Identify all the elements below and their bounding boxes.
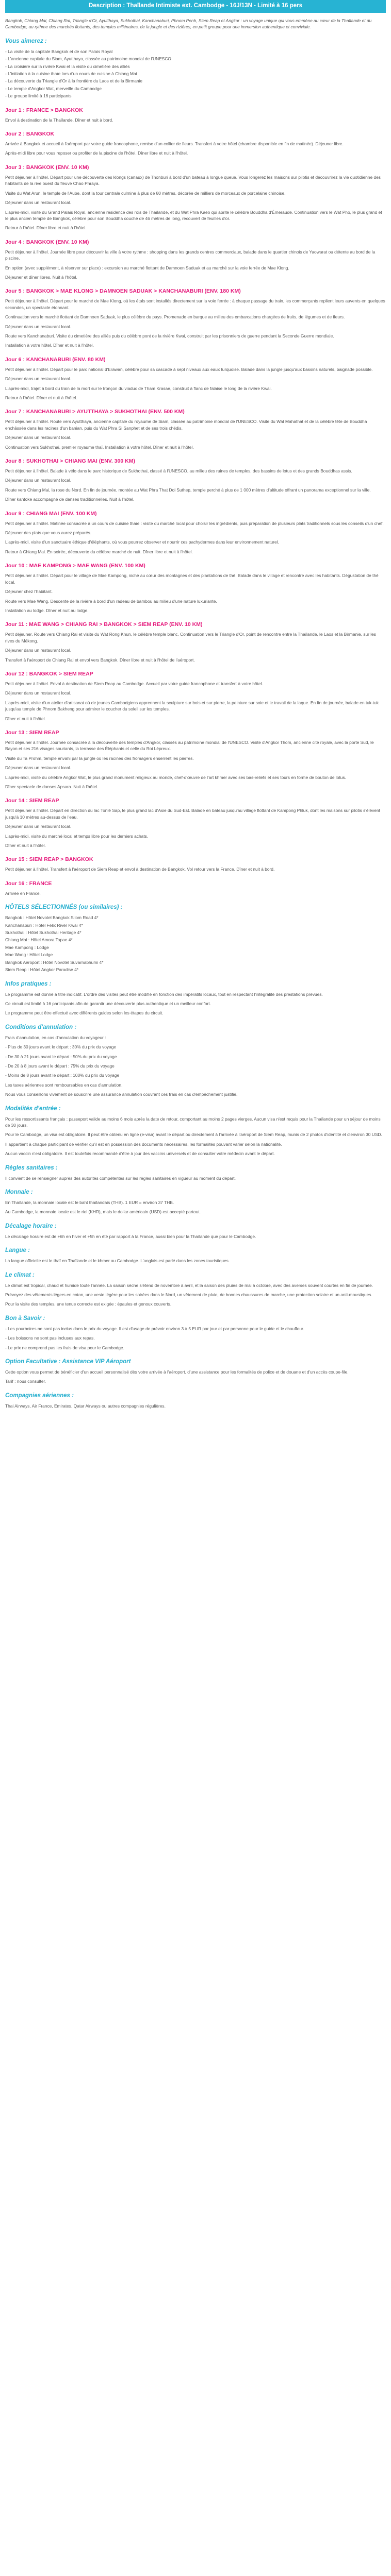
info-paragraph: La langue officielle est le thaï en Thaïlande et le khmer au Cambodge. L'anglais est parlé dans les zones touristiques.: [5, 1258, 230, 1264]
day-paragraph: Petit déjeuner à l'hôtel. Envol à destination de Siem Reap au Cambodge. Accueil par votre guide francophone et transfert à votre hôtel.: [5, 681, 263, 686]
info-heading: Monnaie :: [5, 1189, 33, 1195]
hotels-heading: HÔTELS SÉLECTIONNÉS (ou similaires) :: [5, 904, 123, 911]
day-paragraph: Retour à l'hôtel. Dîner libre et nuit à l'hôtel.: [5, 225, 87, 231]
day-paragraph: Dîner et nuit à l'hôtel.: [5, 843, 46, 849]
day-paragraph: Petit déjeuner à l'hôtel. Journée libre pour découvrir la ville à votre rythme : shopping dans les grands centres commerciaux, balade dans le quartier chinois de Yaowarat ou détente au bord de la piscine.: [5, 249, 376, 261]
day-paragraph: Installation à votre hôtel. Dîner et nuit à l'hôtel.: [5, 343, 94, 348]
hotels-section: [5, 904, 386, 973]
day-section: [5, 408, 386, 450]
day-paragraph: L'après-midi, visite du marché local et temps libre pour les derniers achats.: [5, 833, 149, 839]
day-title: Jour 5 : BANGKOK > MAE KLONG > DAMNOEN SADUAK > KANCHANABURI (ENV. 180 KM): [5, 288, 241, 295]
day-section: [5, 729, 386, 790]
day-paragraph: L'après-midi, trajet à bord du train de la mort sur le tronçon du viaduc de Tham Krasae, construit à flanc de falaise le long de la rivière Kwai.: [5, 385, 272, 391]
day-paragraph: Déjeuner des plats que vous aurez préparés.: [5, 530, 92, 536]
info-section: [5, 1223, 386, 1240]
hotel-item: Kanchanaburi : Hôtel Felix River Kwai 4*: [5, 922, 83, 928]
day-paragraph: Déjeuner dans un restaurant local.: [5, 376, 72, 382]
day-paragraph: Continuation vers Sukhothai, premier royaume thaï. Installation à votre hôtel. Dîner et nuit à l'hôtel.: [5, 444, 194, 450]
info-heading: Option Facultative : Assistance VIP Aéroport: [5, 1359, 131, 1365]
day-paragraph: En option (avec supplément, à réserver sur place) : excursion au marché flottant de Damnoen Saduak et au marché sur la voie ferrée de Mae Klong.: [5, 265, 289, 270]
day-title: Jour 4 : BANGKOK (ENV. 10 KM): [5, 239, 89, 245]
hotel-item: Chiang Mai : Hôtel Amora Tapae 4*: [5, 937, 73, 943]
day-section: [5, 356, 386, 401]
info-heading: Modalités d'entrée :: [5, 1105, 61, 1112]
info-paragraph: Frais d'annulation, en cas d'annulation du voyageur :: [5, 1035, 106, 1040]
info-paragraph: Il convient de se renseigner auprès des autorités compétentes sur les règles sanitaires en vigueur au moment du départ.: [5, 1175, 236, 1181]
day-section: [5, 670, 386, 722]
day-paragraph: Petit déjeuner à l'hôtel. Matinée consacrée à un cours de cuisine thaïe : visite du marché local pour choisir les ingrédients, puis préparation de plusieurs plats traditionnels sous les conseils d'un chef.: [5, 520, 384, 526]
info-section: [5, 1315, 386, 1351]
hotel-item: Bangkok Aéroport : Hôtel Novotel Suvarnabhumi 4*: [5, 959, 104, 965]
day-paragraph: Retour à Chiang Mai. En soirée, découverte du célèbre marché de nuit. Dîner libre et nuit à l'hôtel.: [5, 549, 193, 554]
info-paragraph: Le programme peut être effectué avec différents guides selon les étapes du circuit.: [5, 1010, 164, 1016]
day-title: Jour 10 : MAE KAMPONG > MAE WANG (ENV. 100 KM): [5, 563, 145, 569]
day-paragraph: L'après-midi, visite d'un sanctuaire éthique d'éléphants, où vous pourrez observer et nourrir ces pachydermes dans leur environnement naturel.: [5, 539, 279, 545]
info-section: [5, 1105, 386, 1157]
day-section: [5, 130, 386, 157]
info-section: [5, 980, 386, 1016]
day-paragraph: Route vers Chiang Mai, la rose du Nord. En fin de journée, montée au Wat Phra That Doi Suthep, temple perché à plus de 1 000 mètres d'altitude offrant un panorama exceptionnel sur la ville.: [5, 487, 371, 493]
highlight-item: - La visite de la capitale Bangkok et de son Palais Royal: [5, 48, 113, 54]
day-section: [5, 107, 386, 123]
info-section: [5, 1189, 386, 1215]
day-paragraph: Déjeuner dans un restaurant local.: [5, 200, 72, 206]
info-paragraph: Aucun vaccin n'est obligatoire. Il est toutefois recommandé d'être à jour des vaccins universels et de consulter votre médecin avant le départ.: [5, 1151, 275, 1157]
day-paragraph: Dîner et nuit à l'hôtel.: [5, 716, 46, 721]
day-paragraph: Dîner kantoke accompagné de danses traditionnelles. Nuit à l'hôtel.: [5, 497, 135, 502]
hotel-item: Mae Kampong : Lodge: [5, 944, 49, 950]
day-paragraph: Déjeuner dans un restaurant local.: [5, 324, 72, 329]
practical-info: [5, 980, 386, 1410]
info-section: [5, 1247, 386, 1264]
day-section: [5, 797, 386, 849]
info-paragraph: - Les boissons ne sont pas incluses aux repas.: [5, 1335, 95, 1341]
info-section: [5, 1272, 386, 1308]
info-paragraph: - Les pourboires ne sont pas inclus dans le prix du voyage. Il est d'usage de prévoir environ 3 à 5 EUR par jour et par personne pour le guide et le chauffeur.: [5, 1326, 304, 1331]
day-paragraph: Déjeuner dans un restaurant local.: [5, 690, 72, 696]
day-paragraph: Déjeuner dans un restaurant local.: [5, 435, 72, 440]
info-section: [5, 1024, 386, 1098]
info-paragraph: Pour la visite des temples, une tenue correcte est exigée : épaules et genoux couverts.: [5, 1301, 172, 1307]
page-title-banner: [5, 0, 386, 13]
hotel-item: Sukhothai : Hôtel Sukhothai Heritage 4*: [5, 930, 82, 936]
info-paragraph: Nous vous conseillons vivement de souscrire une assurance annulation couvrant ces frais en cas d'empêchement justifié.: [5, 1092, 238, 1097]
day-paragraph: Visite du Ta Prohm, temple envahi par la jungle où les racines des fromagers enserrent les pierres.: [5, 755, 194, 761]
info-heading: Langue :: [5, 1247, 30, 1254]
day-paragraph: Arrivée en France.: [5, 890, 41, 896]
info-paragraph: Le programme est donné à titre indicatif. L'ordre des visites peut être modifié en fonction des impératifs locaux, tout en respectant l'intégralité des prestations prévues.: [5, 991, 323, 997]
highlight-item: - L'initiation à la cuisine thaïe lors d'un cours de cuisine à Chiang Mai: [5, 71, 137, 77]
day-paragraph: Route vers Kanchanaburi. Visite du cimetière des alliés puis du célèbre pont de la rivière Kwai, construit par les prisonniers de guerre pendant la Seconde Guerre mondiale.: [5, 333, 334, 338]
day-section: [5, 239, 386, 281]
info-paragraph: Au Cambodge, la monnaie locale est le riel (KHR), mais le dollar américain (USD) est accepté partout.: [5, 1209, 201, 1215]
highlight-item: - La croisière sur la rivière Kwai et la visite du cimetière des alliés: [5, 63, 130, 69]
day-title: Jour 16 : FRANCE: [5, 880, 52, 887]
info-paragraph: Ce circuit est limité à 16 participants afin de garantir une découverte plus authentique et un meilleur confort.: [5, 1001, 211, 1006]
highlight-item: - Le groupe limité à 16 participants: [5, 93, 72, 99]
info-heading: Le climat :: [5, 1272, 35, 1278]
day-section: [5, 621, 386, 663]
highlights-section: [5, 38, 386, 99]
hotels-list: [5, 914, 386, 973]
info-heading: Conditions d'annulation :: [5, 1024, 77, 1030]
day-paragraph: Petit déjeuner à l'hôtel. Départ pour le village de Mae Kampong, niché au cœur des montagnes et des plantations de thé. Balade dans le village et rencontre avec les habitants. Dégustation de thé local.: [5, 573, 379, 585]
day-paragraph: Retour à l'hôtel. Dîner et nuit à l'hôtel.: [5, 395, 77, 400]
info-paragraph: Pour les ressortissants français : passeport valide au moins 6 mois après la date de retour, comportant au moins 2 pages vierges. Aucun visa n'est requis pour la Thaïlande pour un séjour de moins de 30 jours.: [5, 1116, 381, 1128]
day-title: Jour 3 : BANGKOK (ENV. 10 KM): [5, 164, 89, 171]
info-heading: Compagnies aériennes :: [5, 1392, 74, 1399]
day-paragraph: Transfert à l'aéroport de Chiang Rai et envol vers Bangkok. Dîner libre et nuit à l'hôtel de l'aéroport.: [5, 657, 195, 663]
info-paragraph: - Moins de 8 jours avant le départ : 100% du prix du voyage: [5, 1073, 120, 1078]
info-section: [5, 1392, 386, 1409]
day-paragraph: Petit déjeuner à l'hôtel. Route vers Ayutthaya, ancienne capitale du royaume de Siam, classée au patrimoine mondial de l'UNESCO. Visite du Wat Mahathat et de la célèbre tête de Bouddha enchâssée dans les racines d'un banian, puis du Wat Phra Si Sanphet et de ses trois chédis.: [5, 419, 367, 431]
info-heading: Règles sanitaires :: [5, 1164, 58, 1171]
highlight-item: - La découverte du Triangle d'Or à la frontière du Laos et de la Birmanie: [5, 78, 143, 84]
day-section: [5, 856, 386, 872]
day-title: Jour 14 : SIEM REAP: [5, 798, 59, 804]
day-paragraph: Déjeuner dans un restaurant local.: [5, 765, 72, 771]
day-paragraph: Petit déjeuner à l'hôtel. Journée consacrée à la découverte des temples d'Angkor, classés au patrimoine mondial de l'UNESCO. Visite d'Angkor Thom, ancienne cité royale, avec la porte Sud, le Bayon et ses 216 visages souriants, la terrasse des Éléphants et celle du Roi Lépreux.: [5, 739, 374, 752]
info-paragraph: Prévoyez des vêtements légers en coton, une veste légère pour les soirées dans le Nord, un vêtement de pluie, de bonnes chaussures de marche, une protection solaire et un anti-moustiques.: [5, 1292, 372, 1298]
day-title: Jour 15 : SIEM REAP > BANGKOK: [5, 856, 93, 863]
day-title: Jour 6 : KANCHANABURI (ENV. 80 KM): [5, 356, 106, 363]
day-paragraph: Après-midi libre pour vous reposer ou profiter de la piscine de l'hôtel. Dîner libre et nuit à l'hôtel.: [5, 150, 188, 156]
info-section: [5, 1358, 386, 1385]
day-title: Jour 1 : FRANCE > BANGKOK: [5, 107, 83, 113]
day-section: [5, 457, 386, 503]
highlight-item: - L'ancienne capitale du Siam, Ayutthaya, classée au patrimoine mondial de l'UNESCO: [5, 56, 171, 62]
day-paragraph: Installation au lodge. Dîner et nuit au lodge.: [5, 607, 89, 613]
highlight-item: - Le temple d'Angkor Wat, merveille du Cambodge: [5, 86, 102, 91]
day-paragraph: Déjeuner et dîner libres. Nuit à l'hôtel.: [5, 274, 77, 280]
day-section: [5, 562, 386, 614]
info-section: [5, 1164, 386, 1181]
day-section: [5, 510, 386, 555]
info-paragraph: - De 30 à 21 jours avant le départ : 50% du prix du voyage: [5, 1054, 117, 1059]
info-paragraph: Le décalage horaire est de +6h en hiver et +5h en été par rapport à la France, aussi bien pour la Thaïlande que pour le Cambodge.: [5, 1233, 256, 1239]
hotel-item: Siem Reap : Hôtel Angkor Paradise 4*: [5, 967, 78, 973]
day-paragraph: Déjeuner chez l'habitant.: [5, 589, 53, 595]
intro-text: Bangkok, Chiang Mai, Chiang Rai, Triangle d'Or, Ayutthaya, Sukhothai, Kanchanaburi, Phnom Penh, Siem Reap et Angkor : un voyage unique qui vous emmène au cœur de la Thaïlande et du Cambodge, au rythme des marchés flottants, des temples millénaires, de la jungle et des rizières, en petit groupe pour une immersion authentique et conviviale.: [5, 18, 372, 30]
day-paragraph: Envol à destination de la Thaïlande. Dîner et nuit à bord.: [5, 117, 113, 123]
page-title: Description : Thaïlande Intimiste ext. Cambodge - 16J/13N - Limité à 16 pers: [88, 3, 303, 9]
day-title: Jour 2 : BANGKOK: [5, 131, 55, 138]
day-title: Jour 13 : SIEM REAP: [5, 729, 59, 736]
hotel-item: Mae Wang : Hôtel Lodge: [5, 952, 53, 958]
info-paragraph: - Le prix ne comprend pas les frais de visa pour le Cambodge.: [5, 1345, 124, 1350]
day-title: Jour 11 : MAE WANG > CHIANG RAI > BANGKOK > SIEM REAP (ENV. 10 KM): [5, 621, 203, 628]
day-section: [5, 164, 386, 231]
day-section: [5, 287, 386, 348]
day-paragraph: Arrivée à Bangkok et accueil à l'aéroport par votre guide francophone, remise d'un collier de fleurs. Transfert à votre hôtel (chambre disponible en fin de matinée). Déjeuner libre.: [5, 141, 344, 147]
info-paragraph: - Plus de 30 jours avant le départ : 30% du prix du voyage: [5, 1044, 117, 1050]
highlights-heading: Vous aimerez :: [5, 38, 47, 44]
day-paragraph: L'après-midi, visite d'un atelier d'artisanat où de jeunes Cambodgiens apprennent la sculpture sur bois et sur pierre, la peinture sur soie et le travail de la laque. En fin de journée, balade en tuk-tuk jusqu'au temple de Phnom Bakheng pour admirer le coucher du soleil sur les temples.: [5, 700, 379, 712]
day-title: Jour 7 : KANCHANABURI > AYUTTHAYA > SUKHOTHAI (ENV. 500 KM): [5, 409, 185, 415]
day-paragraph: Continuation vers le marché flottant de Damnoen Saduak, le plus célèbre du pays. Promenade en barque au milieu des embarcations chargées de fruits, de légumes et de fleurs.: [5, 314, 345, 320]
day-paragraph: Déjeuner dans un restaurant local.: [5, 824, 72, 829]
info-heading: Infos pratiques :: [5, 980, 52, 987]
highlights-list: [5, 48, 386, 99]
day-paragraph: Petit déjeuner à l'hôtel. Balade à vélo dans le parc historique de Sukhothai, classé à l'UNESCO, au milieu des ruines de temples, des bassins de lotus et des grands Bouddhas assis.: [5, 468, 352, 474]
day-paragraph: Visite du Wat Arun, le temple de l'Aube, dont la tour centrale culmine à plus de 80 mètres, décorée de milliers de morceaux de porcelaine chinoise.: [5, 190, 286, 196]
itinerary: [5, 107, 386, 897]
day-title: Jour 12 : BANGKOK > SIEM REAP: [5, 670, 93, 677]
info-heading: Bon à Savoir :: [5, 1315, 45, 1321]
day-paragraph: Dîner spectacle de danses Apsara. Nuit à l'hôtel.: [5, 784, 99, 789]
info-paragraph: Cette option vous permet de bénéficier d'un accueil personnalisé dès votre arrivée à l'aéroport, d'une assistance pour les formalités de police et de douane et d'un accès coupe-file.: [5, 1369, 349, 1375]
day-paragraph: Petit déjeuner à l'hôtel. Transfert à l'aéroport de Siem Reap et envol à destination de Bangkok. Vol retour vers la France. Dîner et nuit à bord.: [5, 867, 275, 872]
day-title: Jour 9 : CHIANG MAI (ENV. 100 KM): [5, 510, 97, 517]
day-paragraph: Petit déjeuner à l'hôtel. Départ en direction du lac Tonlé Sap, le plus grand lac d'Asie du Sud-Est. Balade en bateau jusqu'au village flottant de Kampong Phluk, dont les maisons sur pilotis s'élèvent jusqu'à 10 mètres au-dessus de l'eau.: [5, 808, 380, 820]
info-paragraph: Les taxes aériennes sont remboursables en cas d'annulation.: [5, 1082, 123, 1088]
day-paragraph: Petit déjeuner à l'hôtel. Départ pour une découverte des klongs (canaux) de Thonburi à bord d'un bateau à longue queue. Vous longerez les maisons sur pilotis et découvrirez la vie quotidienne des habitants de la rive ouest du fleuve Chao Phraya.: [5, 174, 381, 187]
info-paragraph: Thai Airways, Air France, Emirates, Qatar Airways ou autres compagnies régulières.: [5, 1403, 166, 1409]
info-paragraph: - De 20 à 8 jours avant le départ : 75% du prix du voyage: [5, 1063, 115, 1069]
day-paragraph: L'après-midi, visite du Grand Palais Royal, ancienne résidence des rois de Thaïlande, et du Wat Phra Kaeo qui abrite le célèbre Bouddha d'Émeraude. Continuation vers le Wat Pho, le plus grand et le plus ancien temple de Bangkok, célèbre pour son Bouddha couché de 46 mètres de long, recouvert de feuilles d'or.: [5, 209, 382, 221]
info-paragraph: Il appartient à chaque participant de vérifier qu'il est en possession des documents nécessaires, les formalités pouvant varier selon la nationalité.: [5, 1141, 282, 1147]
day-title: Jour 8 : SUKHOTHAI > CHIANG MAI (ENV. 300 KM): [5, 458, 135, 465]
day-paragraph: Petit déjeuner à l'hôtel. Départ pour le marché de Mae Klong, où les étals sont installés directement sur la voie ferrée : à chaque passage du train, les commerçants replient leurs auvents en quelques secondes, un spectacle étonnant.: [5, 298, 385, 310]
info-paragraph: Pour le Cambodge, un visa est obligatoire. Il peut être obtenu en ligne (e-visa) avant le départ ou directement à l'arrivée à l'aéroport de Siem Reap, munis de 2 photos d'identité et d'environ 30 USD.: [5, 1132, 382, 1138]
day-paragraph: Déjeuner dans un restaurant local.: [5, 648, 72, 653]
day-paragraph: Route vers Mae Wang. Descente de la rivière à bord d'un radeau de bambou au milieu d'une nature luxuriante.: [5, 598, 217, 604]
hotel-item: Bangkok : Hôtel Novotel Bangkok Silom Road 4*: [5, 915, 99, 921]
info-paragraph: Le climat est tropical, chaud et humide toute l'année. La saison sèche s'étend de novembre à avril, et la saison des pluies de mai à octobre, avec des averses souvent courtes en fin de journée.: [5, 1282, 373, 1288]
info-paragraph: Tarif : nous consulter.: [5, 1379, 46, 1384]
day-section: [5, 880, 386, 896]
day-paragraph: Petit déjeuner. Route vers Chiang Rai et visite du Wat Rong Khun, le célèbre temple blanc. Continuation vers le Triangle d'Or, point de rencontre entre la Thaïlande, le Laos et la Birmanie, sur les rives du Mékong.: [5, 632, 376, 643]
day-paragraph: L'après-midi, visite du célèbre Angkor Wat, le plus grand monument religieux au monde, chef-d'œuvre de l'art khmer avec ses bas-reliefs et ses tours en forme de bouton de lotus.: [5, 774, 346, 780]
info-paragraph: En Thaïlande, la monnaie locale est le baht thaïlandais (THB). 1 EUR = environ 37 THB.: [5, 1200, 174, 1205]
day-paragraph: Petit déjeuner à l'hôtel. Départ pour le parc national d'Erawan, célèbre pour sa cascade à sept niveaux aux eaux turquoise. Balade dans la jungle jusqu'aux bassins naturels, baignade possible.: [5, 366, 373, 372]
info-heading: Décalage horaire :: [5, 1223, 57, 1229]
day-paragraph: Déjeuner dans un restaurant local.: [5, 478, 72, 483]
